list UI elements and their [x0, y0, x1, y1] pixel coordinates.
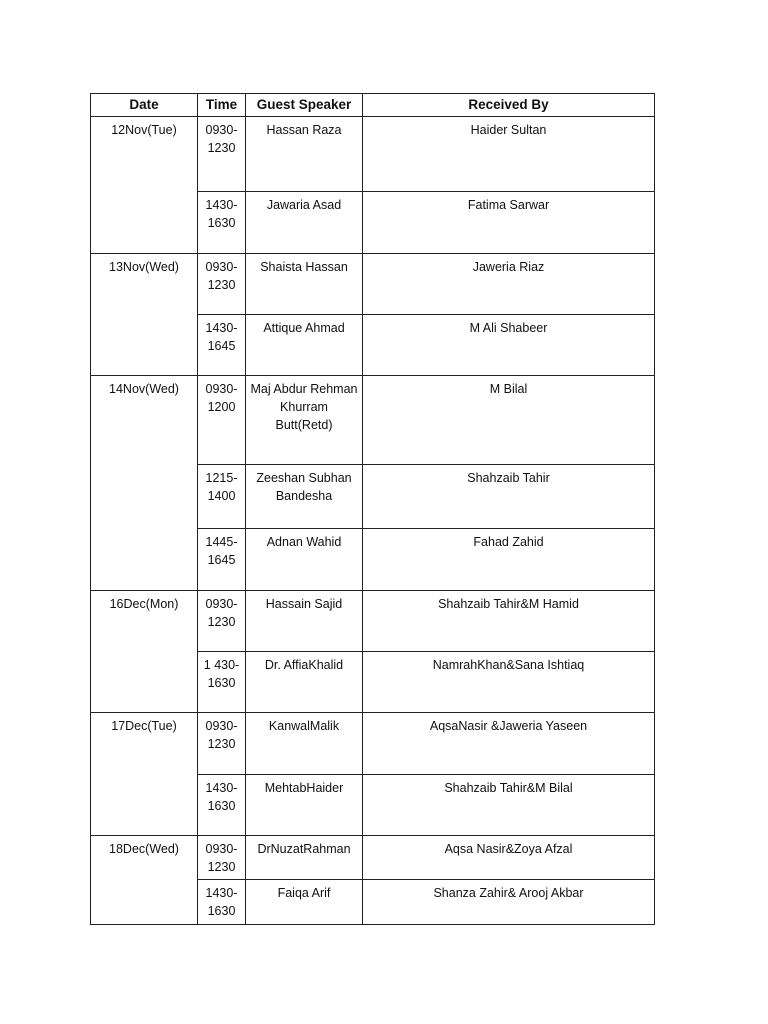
header-received-by: Received By [363, 94, 655, 117]
date-cell: 17Dec(Tue) [91, 713, 198, 836]
header-guest-speaker: Guest Speaker [246, 94, 363, 117]
guest-speaker-cell: Shaista Hassan [246, 254, 363, 315]
guest-speaker-cell: MehtabHaider [246, 775, 363, 836]
time-cell: 0930-1200 [198, 376, 246, 465]
date-cell: 16Dec(Mon) [91, 591, 198, 713]
guest-speaker-cell: Dr. AffiaKhalid [246, 652, 363, 713]
received-by-cell: Fahad Zahid [363, 529, 655, 591]
table-row [91, 591, 655, 652]
guest-speaker-cell: Attique Ahmad [246, 315, 363, 376]
guest-speaker-cell: DrNuzatRahman [246, 836, 363, 880]
time-cell: 0930-1230 [198, 117, 246, 192]
date-cell: 14Nov(Wed) [91, 376, 198, 591]
time-cell: 1215-1400 [198, 465, 246, 529]
time-cell: 1 430-1630 [198, 652, 246, 713]
time-cell: 1445-1645 [198, 529, 246, 591]
schedule-body [91, 117, 655, 925]
table-row [91, 376, 655, 465]
received-by-cell: Haider Sultan [363, 117, 655, 192]
guest-speaker-cell: Jawaria Asad [246, 192, 363, 254]
table-row [91, 836, 655, 880]
guest-speaker-cell: Adnan Wahid [246, 529, 363, 591]
received-by-cell: M Bilal [363, 376, 655, 465]
received-by-cell: Shanza Zahir& Arooj Akbar [363, 880, 655, 925]
guest-speaker-cell: Hassan Raza [246, 117, 363, 192]
guest-speaker-cell: KanwalMalik [246, 713, 363, 775]
guest-speaker-cell: Faiqa Arif [246, 880, 363, 925]
time-cell: 1430-1630 [198, 192, 246, 254]
table-header-row [91, 94, 655, 117]
time-cell: 0930-1230 [198, 591, 246, 652]
guest-speaker-cell: Zeeshan Subhan Bandesha [246, 465, 363, 529]
time-cell: 0930-1230 [198, 254, 246, 315]
header-date: Date [91, 94, 198, 117]
received-by-cell: M Ali Shabeer [363, 315, 655, 376]
received-by-cell: Shahzaib Tahir [363, 465, 655, 529]
time-cell: 0930-1230 [198, 713, 246, 775]
received-by-cell: Fatima Sarwar [363, 192, 655, 254]
time-cell: 0930-1230 [198, 836, 246, 880]
guest-speaker-cell: Hassain Sajid [246, 591, 363, 652]
received-by-cell: AqsaNasir &Jaweria Yaseen [363, 713, 655, 775]
received-by-cell: NamrahKhan&Sana Ishtiaq [363, 652, 655, 713]
header-time: Time [198, 94, 246, 117]
date-cell: 18Dec(Wed) [91, 836, 198, 925]
date-cell: 13Nov(Wed) [91, 254, 198, 376]
schedule-table [90, 93, 655, 925]
guest-speaker-cell: Maj Abdur Rehman Khurram Butt(Retd) [246, 376, 363, 465]
received-by-cell: Aqsa Nasir&Zoya Afzal [363, 836, 655, 880]
received-by-cell: Shahzaib Tahir&M Hamid [363, 591, 655, 652]
date-cell: 12Nov(Tue) [91, 117, 198, 254]
received-by-cell: Shahzaib Tahir&M Bilal [363, 775, 655, 836]
table-row [91, 117, 655, 192]
time-cell: 1430-1630 [198, 880, 246, 925]
received-by-cell: Jaweria Riaz [363, 254, 655, 315]
table-row [91, 713, 655, 775]
time-cell: 1430-1645 [198, 315, 246, 376]
table-row [91, 254, 655, 315]
time-cell: 1430-1630 [198, 775, 246, 836]
